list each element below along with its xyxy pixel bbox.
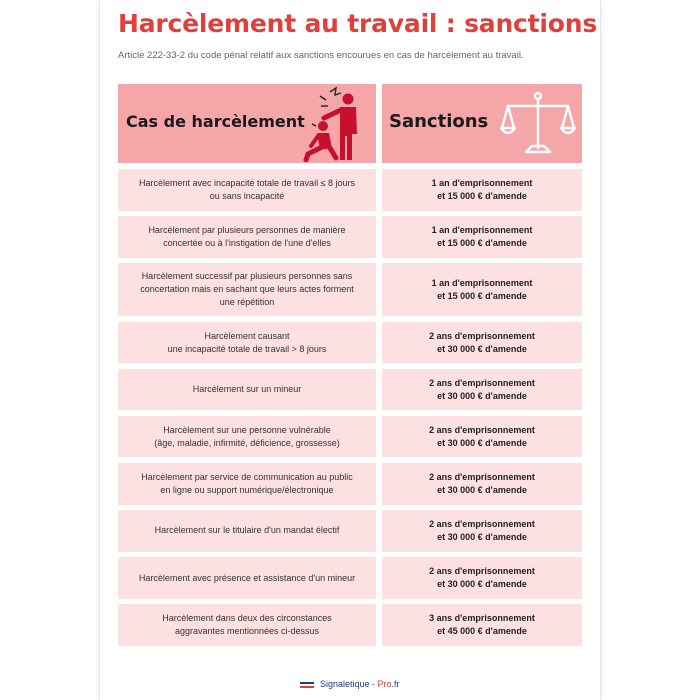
sanction-cell — [382, 557, 582, 599]
case-cell — [118, 216, 376, 258]
harassment-pictogram-icon — [302, 86, 372, 162]
brand-accent: Pro — [377, 679, 392, 689]
case-text: Harcèlement par service de communication au public en ligne ou support numérique/électronique — [141, 471, 353, 495]
case-text: Harcèlement sur un mineur — [192, 384, 302, 395]
sanction-cell — [382, 263, 582, 316]
scales-of-justice-icon — [500, 88, 576, 158]
case-cell — [118, 416, 376, 458]
header-sanctions-label: Sanctions — [389, 111, 489, 132]
sanction-text: 2 ans d'emprisonnement et 30 000 € d'amende — [429, 377, 535, 401]
brand-separator: - — [372, 679, 376, 689]
table-row — [118, 216, 582, 258]
sanction-text: 3 ans d'emprisonnement et 45 000 € d'amende — [429, 613, 535, 637]
table-row — [118, 263, 582, 316]
table-row — [118, 169, 582, 211]
sanction-cell — [382, 169, 582, 211]
brand-footer — [100, 679, 600, 689]
sanction-cell — [382, 416, 582, 458]
table-row — [118, 369, 582, 411]
sanction-text: 2 ans d'emprisonnement et 30 000 € d'amende — [429, 566, 535, 589]
case-text: Harcèlement dans deux des circonstances aggravantes mentionnées ci-dessus — [162, 613, 332, 637]
case-cell — [118, 557, 376, 599]
sanction-cell — [382, 604, 582, 646]
case-text: Harcèlement par plusieurs personnes de manière concertée ou à l'instigation de l'une d'elles — [148, 224, 346, 248]
sanction-cell — [382, 463, 582, 505]
case-text: Harcèlement avec incapacité totale de travail ≤ 8 jours ou sans incapacité — [138, 177, 356, 201]
brand-name: Signaletique — [319, 679, 370, 689]
sanction-text: 2 ans d'emprisonnement et 30 000 € d'amende — [429, 424, 535, 448]
case-text: Harcèlement causant une incapacité totale de travail > 8 jours — [167, 330, 327, 354]
sanction-text: 2 ans d'emprisonnement et 30 000 € d'amende — [429, 471, 535, 495]
sanctions-table — [118, 169, 582, 651]
brand-logo-icon — [300, 682, 314, 688]
sanction-cell — [382, 216, 582, 258]
case-cell — [118, 369, 376, 411]
sanction-text: 1 an d'emprisonnement et 15 000 € d'amende — [431, 277, 533, 301]
case-cell — [118, 604, 376, 646]
sanction-cell — [382, 322, 582, 364]
table-row — [118, 557, 582, 599]
sanction-text: 1 an d'emprisonnement et 15 000 € d'amende — [431, 224, 533, 248]
poster-sheet — [100, 0, 600, 700]
sanction-text: 2 ans d'emprisonnement et 30 000 € d'amende — [429, 518, 535, 542]
case-text: Harcèlement successif par plusieurs personnes sans concertation mais en sachant que leurs actes forment une répétition — [140, 271, 354, 308]
header-sanctions — [382, 84, 582, 163]
sanction-cell — [382, 369, 582, 411]
brand-tld: .fr — [391, 679, 400, 689]
table-row — [118, 510, 582, 552]
case-cell — [118, 322, 376, 364]
page-subtitle: Article 222-33-2 du code pénal relatif aux sanctions encourues en cas de harcèlement au travail. — [118, 50, 524, 61]
case-text: Harcèlement sur le titulaire d'un mandat électif — [154, 525, 340, 536]
case-cell — [118, 169, 376, 211]
case-cell — [118, 510, 376, 552]
case-cell — [118, 463, 376, 505]
header-cases — [118, 84, 376, 163]
sanction-cell — [382, 510, 582, 552]
case-text: Harcèlement avec présence et assistance d'un mineur — [138, 572, 356, 583]
case-cell — [118, 263, 376, 316]
case-text: Harcèlement sur une personne vulnérable (âge, maladie, infirmité, déficience, grossesse) — [154, 424, 340, 448]
table-row — [118, 322, 582, 364]
header-cases-label: Cas de harcèlement — [126, 112, 305, 131]
sanction-text: 2 ans d'emprisonnement et 30 000 € d'amende — [429, 330, 535, 354]
sanction-text: 1 an d'emprisonnement et 15 000 € d'amende — [431, 177, 533, 201]
table-row — [118, 416, 582, 458]
table-row — [118, 604, 582, 646]
page-title: Harcèlement au travail : sanctions — [118, 9, 598, 38]
table-row — [118, 463, 582, 505]
